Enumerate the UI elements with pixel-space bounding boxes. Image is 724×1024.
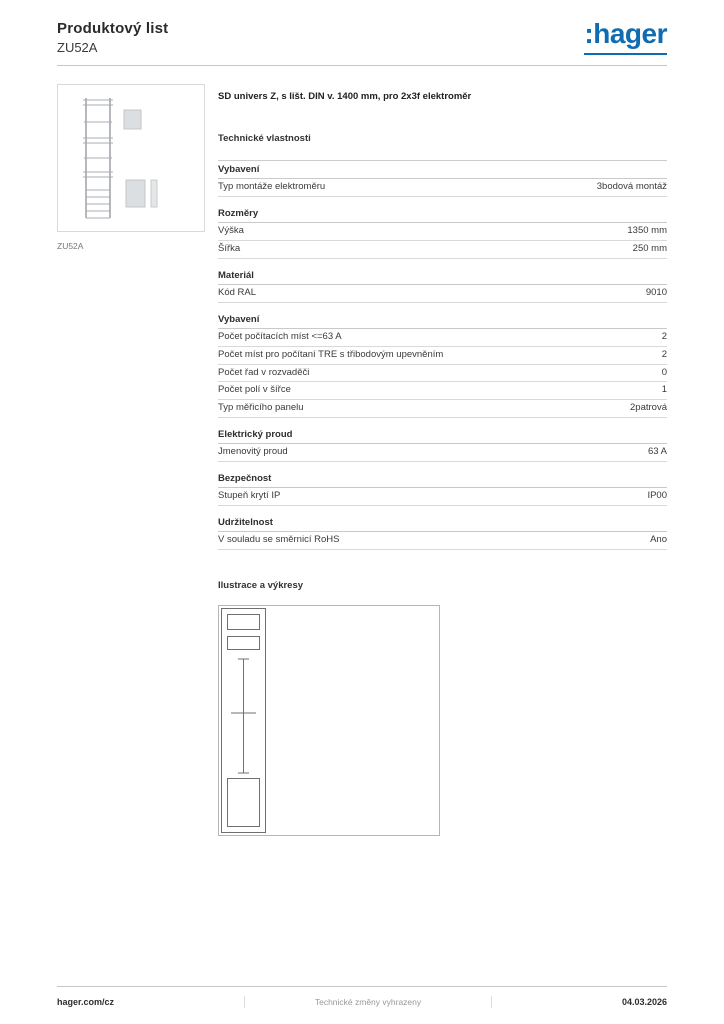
spec-value: Ano xyxy=(650,533,667,545)
spec-value: 1 xyxy=(661,384,667,396)
spec-label: Počet řad v rozvaděči xyxy=(218,366,310,378)
spec-section xyxy=(218,312,667,418)
spec-value: 3bodová montáž xyxy=(596,181,667,193)
spec-row xyxy=(218,241,667,259)
illustrations-title: Ilustrace a výkresy xyxy=(218,579,304,591)
section-title: Vybavení xyxy=(218,162,667,179)
footer-disclaimer: Technické změny vyhrazeny xyxy=(244,996,492,1008)
spec-label: Typ měřicího panelu xyxy=(218,402,304,414)
footer-row xyxy=(57,996,667,1008)
section-title: Vybavení xyxy=(218,312,667,329)
spec-row xyxy=(218,179,667,197)
section-title: Materiál xyxy=(218,268,667,285)
spec-label: Šířka xyxy=(218,243,241,255)
spec-value: 0 xyxy=(661,366,667,378)
spec-row xyxy=(218,444,667,462)
spec-value: 9010 xyxy=(645,286,667,298)
spec-label: Stupeň krytí IP xyxy=(218,490,281,502)
spec-section xyxy=(218,427,667,462)
product-photo-drawing xyxy=(66,92,196,224)
spec-section xyxy=(218,162,667,197)
spec-row xyxy=(218,532,667,550)
tech-properties-title: Technické vlastnosti xyxy=(218,133,311,145)
spec-label: Výška xyxy=(218,225,244,237)
product-code: ZU52A xyxy=(57,40,98,55)
spec-row xyxy=(218,223,667,241)
main-content xyxy=(0,66,724,836)
spec-row xyxy=(218,382,667,400)
spec-section xyxy=(218,206,667,259)
section-title: Rozměry xyxy=(218,206,667,223)
footer-date: 04.03.2026 xyxy=(621,997,667,1007)
spec-value: 63 A xyxy=(647,446,667,458)
footer-website-link[interactable]: hager.com/cz xyxy=(57,997,115,1007)
spec-section xyxy=(218,471,667,506)
header-titles xyxy=(57,20,168,55)
footer xyxy=(0,986,724,1024)
spec-label: Počet počítacích míst <=63 A xyxy=(218,330,342,342)
product-title: SD univers Z, s lišt. DIN v. 1400 mm, pro 2x3f elektroměr xyxy=(218,91,472,102)
spec-column xyxy=(218,84,667,836)
spec-table xyxy=(218,160,667,550)
spec-row xyxy=(218,285,667,303)
spec-label: Počet polí v šířce xyxy=(218,384,291,396)
section-title: Udržitelnost xyxy=(218,515,667,532)
spec-section xyxy=(218,515,667,550)
header xyxy=(0,0,724,55)
spec-value: 2 xyxy=(661,330,667,342)
spec-label: Jmenovitý proud xyxy=(218,446,288,458)
spec-label: Počet míst pro počítaní TRE s třibodovým upevněním xyxy=(218,348,444,360)
product-image-caption: ZU52A xyxy=(57,241,84,251)
hager-logo: :hager xyxy=(584,20,667,55)
spec-value: 250 mm xyxy=(632,243,667,255)
cabinet-front-drawing xyxy=(218,605,440,836)
section-title: Bezpečnost xyxy=(218,471,667,488)
spec-row xyxy=(218,347,667,365)
spec-value: 2patrová xyxy=(630,402,667,414)
product-image xyxy=(57,84,205,232)
spec-row xyxy=(218,488,667,506)
spec-value: IP00 xyxy=(647,490,667,502)
section-title: Elektrický proud xyxy=(218,427,667,444)
spec-row xyxy=(218,365,667,383)
document-type-title: Produktový list xyxy=(57,20,169,37)
spec-value: 1350 mm xyxy=(627,225,667,237)
spec-label: Kód RAL xyxy=(218,286,257,298)
spec-row xyxy=(218,329,667,347)
spec-row xyxy=(218,400,667,418)
spec-label: V souladu se směrnicí RoHS xyxy=(218,533,340,545)
product-image-column xyxy=(57,84,205,836)
spec-value: 2 xyxy=(661,348,667,360)
spec-section xyxy=(218,268,667,303)
spec-label: Typ montáže elektroměru xyxy=(218,181,326,193)
footer-divider xyxy=(57,986,667,987)
technical-drawing xyxy=(218,605,667,836)
